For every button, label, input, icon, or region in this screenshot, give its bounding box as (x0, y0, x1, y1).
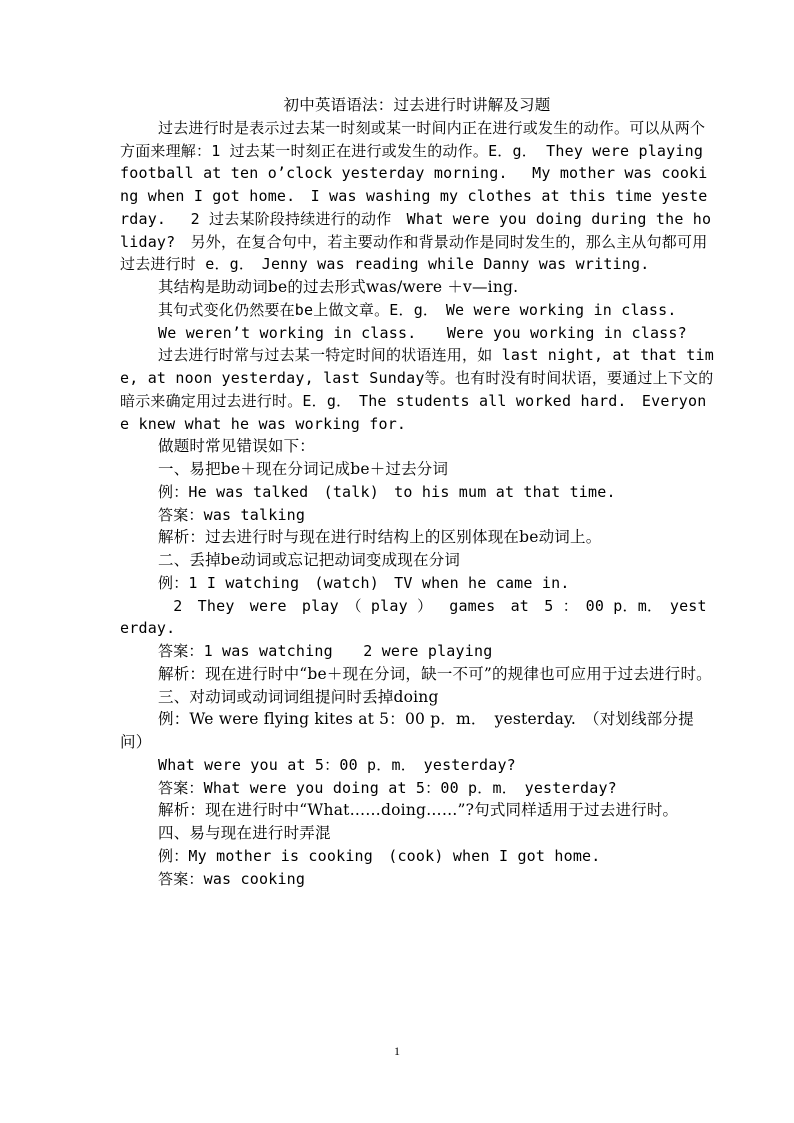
error-3-answer: 答案：What were you doing at 5：00 p．m． yesterday? (158, 778, 617, 797)
page-number: 1 (394, 1044, 400, 1058)
error-3-analysis: 解析：现在进行时中“What……doing……”?句式同样适用于过去进行时。 (158, 801, 679, 820)
error-4-answer: 答案：was cooking (158, 869, 306, 888)
error-heading-2: 二、丢掉be动词或忘记把动词变成现在分词 (158, 551, 461, 569)
paragraph-time-adverbials: 过去进行时常与过去某一特定时间的状语连用，如 last night, at that time, at noon yesterday, last Sunday等。也有时没有时间状语，要通过上下文的暗示来确定用过去进行时。E．g． The students all worked hard. Everyone knew what he was working for. (120, 346, 714, 433)
error-1-example: 例：He was talked (talk) to his mum at that time. (158, 482, 616, 501)
error-2-example-1: 例：1 I watching (watch) TV when he came in. (158, 573, 570, 592)
error-4-example: 例：My mother is cooking (cook) when I got home. (158, 846, 601, 865)
error-heading-1: 一、易把be＋现在分词记成be＋过去分词 (158, 460, 449, 478)
error-3-example: 例：We were flying kites at 5：00 p．m． yesterday. （对划线部分提问） (120, 710, 694, 751)
paragraph-common-errors-intro: 做题时常见错误如下： (158, 437, 316, 456)
error-heading-3: 三、对动词或动词词组提问时丢掉doing (158, 687, 439, 706)
document-title: 初中英语语法：过去进行时讲解及习题 (283, 96, 551, 114)
paragraph-structure: 其结构是助动词be的过去形式was/were ＋v—ing. (158, 278, 519, 296)
error-3-question: What were you at 5：00 p．m． yesterday? (158, 755, 516, 774)
paragraph-negative-question-example: We weren’t working in class. Were you working in class? (158, 323, 687, 342)
error-1-analysis: 解析：过去进行时与现在进行时结构上的区别体现在be动词上。 (158, 528, 602, 547)
error-heading-4: 四、易与现在进行时弄混 (158, 824, 331, 842)
error-2-analysis: 解析：现在进行时中“be＋现在分词，缺一不可”的规律也可应用于过去进行时。 (158, 664, 712, 683)
document-body (120, 94, 714, 890)
error-2-answer: 答案：1 was watching 2 were playing (158, 642, 493, 660)
paragraph-definition: 过去进行时是表示过去某一时刻或某一时间内正在进行或发生的动作。可以从两个方面来理解：1 过去某一时刻正在进行或发生的动作。E．g． They were playing football at ten o’clock yesterday morning. My mother was cooking when I got home. I was washing my clothes at this time yesterday. 2 过去某阶段持续进行的动作 What were you doing during the holiday? 另外，在复合句中，若主要动作和背景动作是同时发生的，那么主从句都可用过去进行时 e．g． Jenny was reading while Danny was writing. (120, 118, 712, 274)
error-2-example-2: 2 They were play （ play ） games at 5 ： 00 p．m． yesterday. (120, 596, 707, 638)
error-1-answer: 答案：was talking (158, 505, 306, 524)
paragraph-sentence-change: 其句式变化仍然要在be上做文章。E．g． We were working in class. (158, 300, 677, 319)
